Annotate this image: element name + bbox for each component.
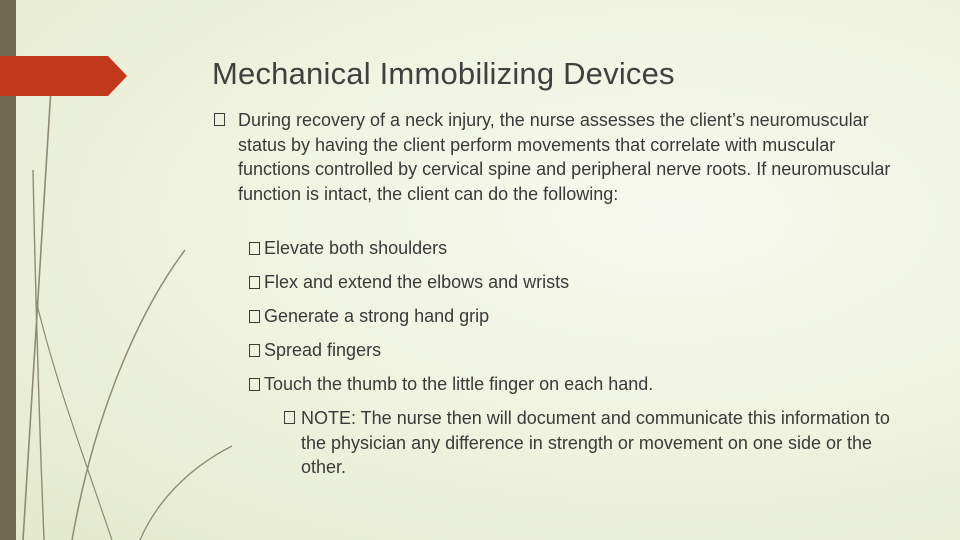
list-item: Flex and extend the elbows and wrists bbox=[249, 270, 653, 304]
main-bullet-text: During recovery of a neck injury, the nurse assesses the client’s neuromuscular status by having the client perform movements that correlate with muscular functions controlled by cervical spine and peripheral nerve roots. If neuromuscular function is intact, the client can do the following: bbox=[238, 110, 891, 204]
checkbox-bullet-icon bbox=[284, 411, 295, 424]
checkbox-bullet-icon bbox=[249, 378, 260, 391]
checkbox-bullet-icon bbox=[249, 344, 260, 357]
list-item: Elevate both shoulders bbox=[249, 236, 653, 270]
main-bullet bbox=[214, 108, 894, 206]
checkbox-bullet-icon bbox=[249, 310, 260, 323]
note-bullet bbox=[284, 406, 914, 480]
sub-bullet-list bbox=[249, 236, 653, 406]
list-item: Touch the thumb to the little finger on each hand. bbox=[249, 372, 653, 406]
checkbox-bullet-icon bbox=[214, 113, 225, 126]
title-accent-arrow bbox=[0, 56, 130, 96]
list-item: Spread fingers bbox=[249, 338, 653, 372]
checkbox-bullet-icon bbox=[249, 242, 260, 255]
checkbox-bullet-icon bbox=[249, 276, 260, 289]
list-item: Generate a strong hand grip bbox=[249, 304, 653, 338]
note-text: NOTE: The nurse then will document and communicate this information to the physician any difference in strength or movement on one side or the other. bbox=[301, 408, 890, 477]
slide-title: Mechanical Immobilizing Devices bbox=[212, 56, 675, 91]
